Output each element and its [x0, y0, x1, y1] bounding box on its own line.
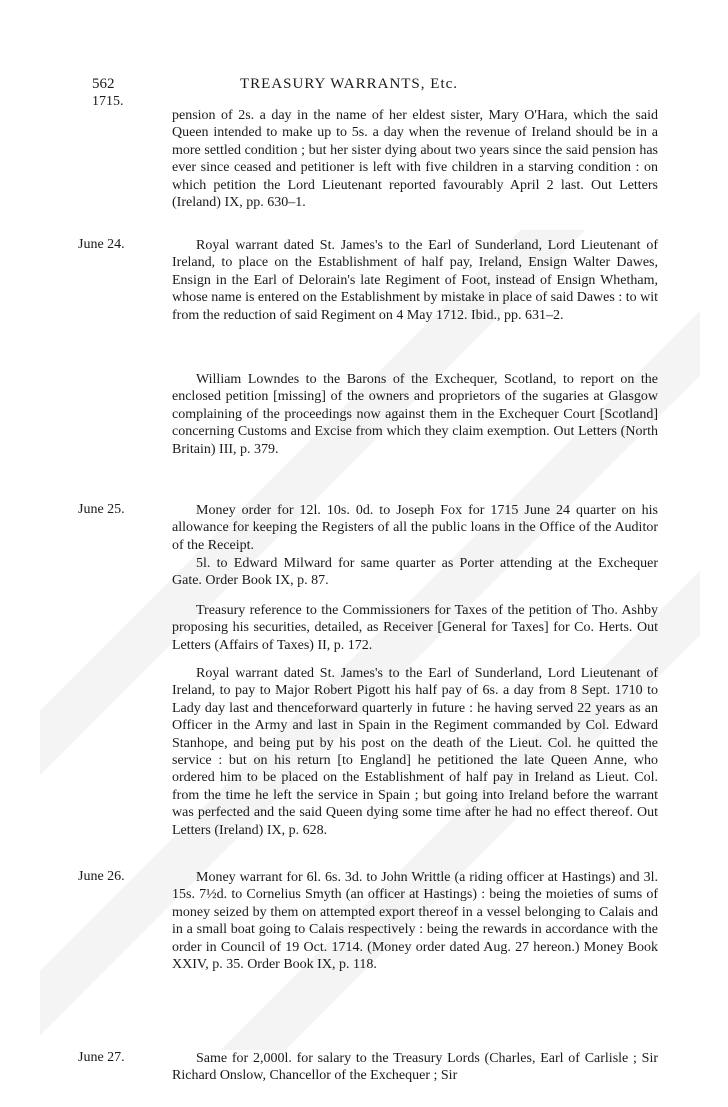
entry-date: June 24. [78, 237, 125, 252]
entry-date: June 25. [78, 502, 125, 517]
entry-paragraph: William Lowndes to the Barons of the Exchequer, Scotland, to report on the enclosed petition [missing] of the owners and proprietors of the sugaries at Glasgow complaining of the proceedings now against them in the Exchequer Court [Scotland] concerning Customs and Excise from which they claim exemption. Out Letters (North Britain) III, p. 379. [172, 372, 658, 457]
year-marginal: 1715. [92, 94, 124, 109]
entry-paragraph: Money warrant for 6l. 6s. 3d. to John Writtle (a riding officer at Hastings) and 3l. 15s. 7½d. to Cornelius Smyth (an officer at Hastings) : being the moieties of sums of money seized by them on attempted export thereof in a vessel belonging to Calais and in a small boat going to Calais respectively : being the rewards in accordance with the order in Council of 19 Oct. 1714. (Money order dated Aug. 27 hereon.) Money Book XXIV, p. 35. Order Book IX, p. 118. [172, 870, 658, 973]
entry-paragraph: Same for 2,000l. for salary to the Treasury Lords (Charles, Earl of Carlisle ; Sir Richard Onslow, Chancellor of the Exchequer ; Sir [172, 1051, 658, 1084]
entry-paragraph: Money order for 12l. 10s. 0d. to Joseph Fox for 1715 June 24 quarter on his allowance for keeping the Registers of all the public loans in the Office of the Auditor of the Receipt. [172, 503, 658, 553]
entry-date: June 26. [78, 869, 125, 884]
page-number: 562 [92, 76, 115, 92]
entry-paragraph: Royal warrant dated St. James's to the Earl of Sunderland, Lord Lieutenant of Ireland, to pay to Major Robert Pigott his half pay of 6s. a day from 8 Sept. 1710 to Lady day last and thenceforward quarterly in future : he having served 22 years as an Officer in the Army and last in Spain in the Regiment commanded by Col. Edward Stanhope, and being put by his post on the death of the Lieut. Col. he quitted the service : but on his return [to England] he petitioned the late Queen Anne, who ordered him to be placed on the Establishment of half pay in Ireland as Lieut. Col. from the time he left the service in Spain ; but going into Ireland before the warrant was perfected and the said Queen dying some time after he had no effect thereof. Out Letters (Ireland) IX, p. 628. [172, 666, 658, 838]
entry-date: June 27. [78, 1050, 125, 1065]
entry-paragraph: Treasury reference to the Commissioners for Taxes of the petition of Tho. Ashby proposing his securities, detailed, as Receiver [General for Taxes] for Co. Herts. Out Letters (Affairs of Taxes) II, p. 172. [172, 603, 658, 653]
running-title: TREASURY WARRANTS, Etc. [240, 76, 459, 92]
entry-paragraph: Royal warrant dated St. James's to the Earl of Sunderland, Lord Lieutenant of Ireland, to place on the Establishment of half pay, Ireland, Ensign Walter Dawes, Ensign in the Earl of Delorain's late Regiment of Foot, instead of Ensign Whetham, whose name is entered on the Establishment by mistake in place of said Dawes : to wit from the reduction of said Regiment on 4 May 1712. Ibid., pp. 631–2. [172, 238, 658, 323]
entry-paragraph: 5l. to Edward Milward for same quarter as Porter attending at the Exchequer Gate. Order Book IX, p. 87. [172, 556, 658, 589]
entry-paragraph: pension of 2s. a day in the name of her eldest sister, Mary O'Hara, which the said Queen intended to make up to 5s. a day when the revenue of Ireland should be in a more settled condition ; but her sister dying about two years since the said pension has ever since ceased and petitioner is left with five children in a starving condition : on which petition the Lord Lieutenant reported favourably April 2 last. Out Letters (Ireland) IX, pp. 630–1. [172, 108, 658, 211]
